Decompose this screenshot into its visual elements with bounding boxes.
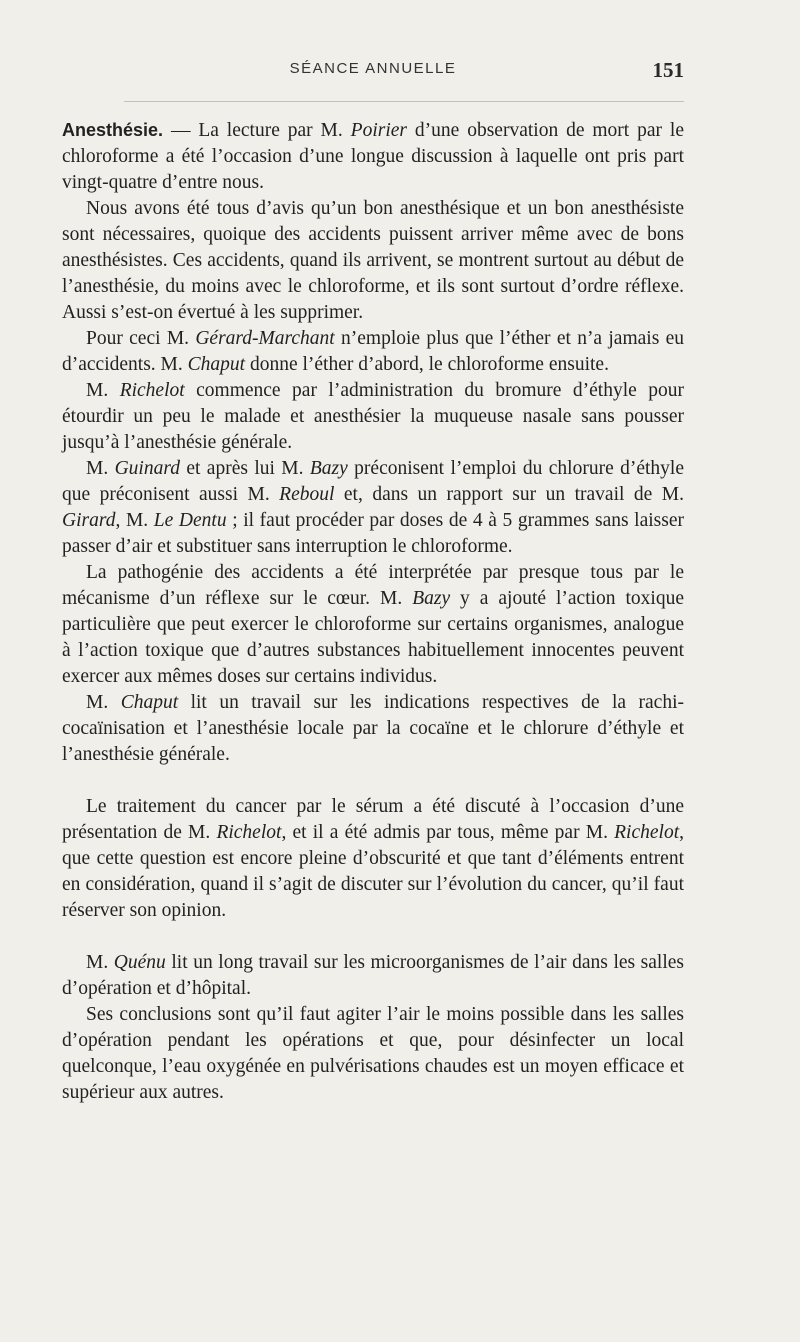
author-name: Chaput	[120, 692, 179, 713]
paragraph	[62, 117, 684, 196]
section-lead-label: Anesthésie.	[62, 120, 164, 140]
paragraph	[62, 456, 684, 560]
text-run: M.	[86, 952, 114, 973]
text-run: La pathogénie des accidents a été interprétée par presque tous par le mécanisme d’un réflexe sur le cœur. M.	[62, 562, 684, 609]
paragraph	[62, 196, 684, 326]
author-name: Guinard	[114, 458, 180, 479]
text-run: — La lecture par M.	[163, 120, 351, 141]
author-name: Bazy	[309, 458, 348, 479]
text-run: Pour ceci M.	[86, 328, 196, 349]
author-name: Bazy	[412, 588, 451, 609]
text-run: M.	[86, 458, 115, 479]
page-header	[62, 60, 684, 90]
author-name: Reboul	[279, 484, 335, 505]
paragraph	[62, 326, 684, 378]
text-run: Le traitement du cancer par le sérum a été discuté à l’occasion d’une présentation de M.	[62, 796, 684, 843]
text-run: M.	[86, 692, 121, 713]
text-run: et après lui M.	[179, 458, 310, 479]
author-name: Quénu	[113, 952, 166, 973]
text-run: commence par l’administration du bromure d’éthyle pour étourdir un peu le malade et anesthésier la muqueuse nasale sans pousser jusqu’à l’anesthésie générale.	[62, 380, 685, 453]
text-run: préconisent l’emploi du chlorure d’éthyle que préconisent aussi M.	[62, 458, 684, 505]
author-name: Richelot	[119, 380, 185, 401]
paragraph	[62, 1002, 684, 1106]
text-run: donne l’éther d’abord, le chloroforme ensuite.	[245, 354, 609, 375]
text-run: lit un long travail sur les microorganismes de l’air dans les salles d’opération et d’hôpital.	[62, 952, 685, 999]
text-run: lit un travail sur les indications respectives de la rachi-cocaïnisation et l’anesthésie locale par la cocaïne et le chlorure d’éthyle et l’anesthésie générale.	[62, 692, 684, 765]
text-run: y a ajouté l’action toxique particulière que peut exercer le chloroforme sur certains organismes, analogue à l’action toxique que d’autres substances habituellement innocentes peuvent exercer aux mêmes doses sur certains individus.	[62, 588, 684, 687]
text-run: , que cette question est encore pleine d’obscurité et que tant d’éléments entrent en considération, quand il s’agit de discuter sur l’évolution du cancer, qu’il faut réserver son opinion.	[62, 822, 684, 921]
author-name: Richelot	[614, 822, 680, 843]
paragraph	[62, 794, 684, 924]
text-run: et, dans un rapport sur un travail de M.	[334, 484, 684, 505]
author-name: Chaput	[187, 354, 246, 375]
text-run: ; il faut procéder par doses de 4 à 5 grammes sans laisser passer d’air et substituer sans interruption le chloroforme.	[62, 510, 685, 557]
running-title: SÉANCE ANNUELLE	[289, 60, 457, 77]
author-name: Gérard-Marchant	[195, 328, 335, 349]
text-run: Ses conclusions sont qu’il faut agiter l’air le moins possible dans les salles d’opération pendant les opérations et que, pour désinfecter un local quelconque, l’eau oxygénée en pulvérisations chaudes est un moyen efficace et supérieur aux autres.	[62, 1004, 684, 1103]
paragraph	[62, 950, 684, 1002]
text-run: , M.	[115, 510, 154, 531]
author-name: Girard	[62, 510, 116, 531]
paragraph	[62, 690, 684, 768]
text-run: n’emploie plus que l’éther et n’a jamais eu d’accidents. M.	[62, 328, 684, 375]
author-name: Richelot	[216, 822, 282, 843]
header-rule	[124, 101, 684, 102]
text-run: Nous avons été tous d’avis qu’un bon anesthésique et un bon anesthésiste sont nécessaires, quoique des accidents puissent arriver même avec de bons anesthésistes. Ces accidents, quand ils arrivent, se montrent surtout au début de l’anesthésie, du moins avec le chloroforme, et ils sont surtout d’ordre réflexe. Aussi s’est-on évertué à les supprimer.	[62, 198, 684, 323]
text-run: , et il a été admis par tous, même par M.	[281, 822, 615, 843]
page-number: 151	[652, 58, 684, 82]
body-text	[62, 117, 684, 1106]
text-run: d’une observation de mort par le chloroforme a été l’occasion d’une longue discussion à laquelle ont pris part vingt-quatre d’entre nous.	[62, 120, 684, 193]
author-name: Poirier	[350, 120, 408, 141]
text-run: M.	[86, 380, 120, 401]
author-name: Le Dentu	[153, 510, 227, 531]
paragraph	[62, 378, 684, 456]
paragraph	[62, 560, 684, 690]
